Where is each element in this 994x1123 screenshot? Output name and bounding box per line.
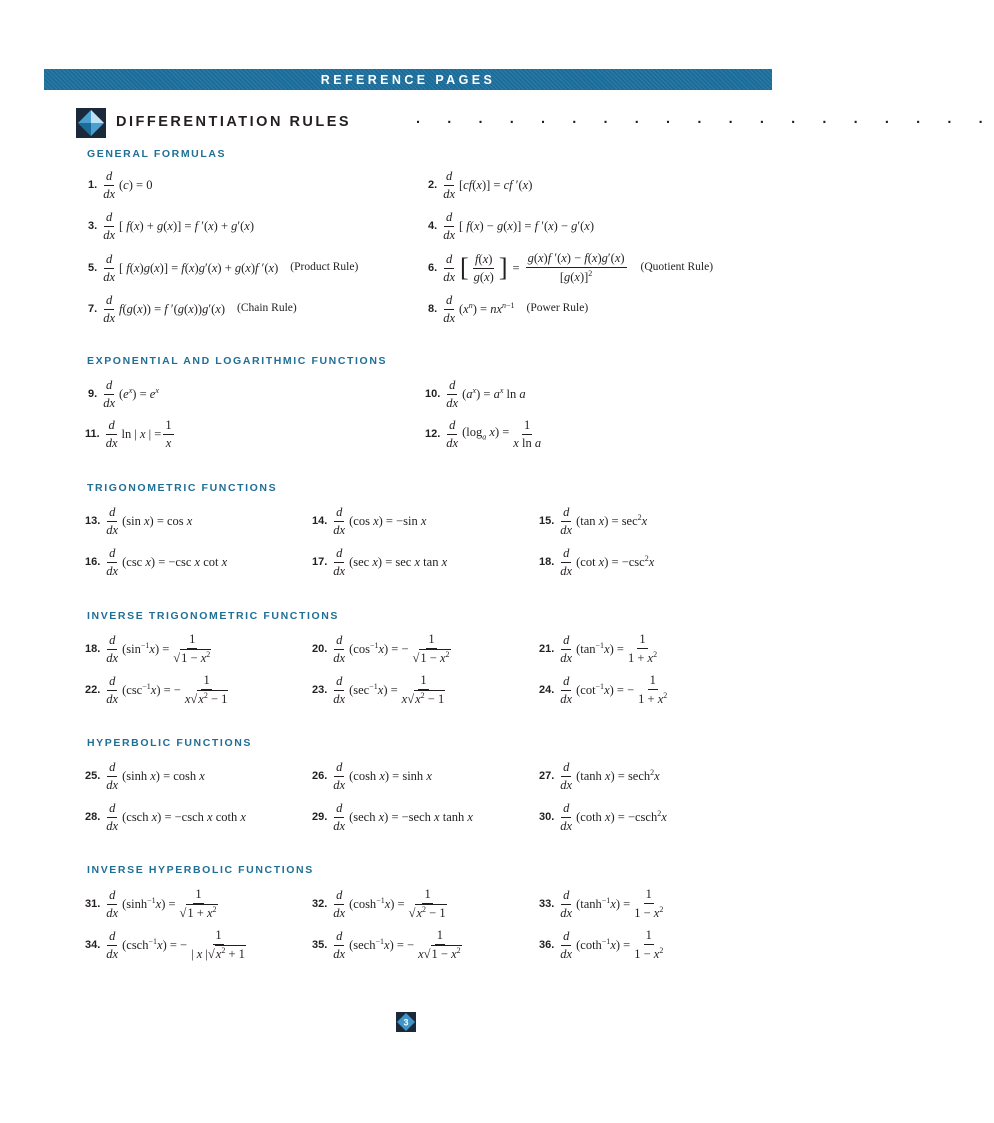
formula-number: 11. <box>85 427 100 440</box>
formula-21: 21. d dx $(\tan^{-1}x)$ = $\frac{1}{1 + x^2}$ <box>539 632 658 666</box>
section-title-general: GENERAL FORMULAS <box>87 148 227 160</box>
formula-8: 8. d dx $(x^n) = nx^{n-1}$ (Power Rule) <box>428 293 589 325</box>
formula-16: 16. d dx (csc x) = −csc x cot x <box>85 546 228 578</box>
formula-28: 28. d dx (csch x) = −csch x coth x <box>85 801 246 833</box>
formula-4: 4. d dx [ f(x) − g(x)] = f ′(x) − g′(x) <box>428 210 595 242</box>
formula-number: 12. <box>425 427 441 440</box>
page-number-icon <box>396 1012 416 1032</box>
formula-14: 14. d dx (cos x) = −sin x <box>312 505 427 537</box>
formula-26: 26. d dx (cosh x) = sinh x <box>312 760 432 792</box>
formula-number: 31. <box>85 897 101 910</box>
formula-29: 29. d dx (sech x) = −sech x tanh x <box>312 801 473 833</box>
formula-18: 18. d dx (cot $x) = -\csc^2x$ <box>539 546 655 578</box>
formula-number: 26. <box>312 769 328 782</box>
main-heading <box>76 108 994 138</box>
formula-number: 5. <box>88 261 98 274</box>
formula-number: 1. <box>88 178 98 191</box>
formula-22: 22. d dx $(\csc^{-1}x)$ = − $\frac{1}{x√x^2 - 1}$ <box>85 673 228 707</box>
formula-30: 30. d dx (coth x) = −csch$^2$x <box>539 801 667 833</box>
formula-number: 2. <box>428 178 438 191</box>
formula-36: 36. d dx (coth$^{-1}$x) = $\frac{1}{1 - x^2}$ <box>539 928 664 962</box>
reference-pages-banner <box>44 69 772 90</box>
formula-7: 7. d dx f(g(x)) = f ′(g(x))g′(x) (Chain Rule) <box>88 293 297 325</box>
section-title-explog: EXPONENTIAL AND LOGARITHMIC FUNCTIONS <box>87 355 388 367</box>
formula-1: 1. d dx (c) = 0 <box>88 169 153 201</box>
formula-number: 35. <box>312 938 328 951</box>
quotient-rule-label: (Quotient Rule) <box>640 261 714 274</box>
formula-number: 7. <box>88 302 98 315</box>
formula-12: 12. d dx ($\log_a$ x) = $\frac{1}{\text{x ln a}}$ <box>425 418 542 450</box>
formula-number: 30. <box>539 810 555 823</box>
formula-number: 32. <box>312 897 328 910</box>
formula-25: 25. d dx (sinh x) = cosh x <box>85 760 205 792</box>
formula-number: 22. <box>85 683 101 696</box>
section-title-invhyp: INVERSE HYPERBOLIC FUNCTIONS <box>87 864 314 876</box>
formula-6: 6. d dx [ f(x) g(x) ] = $\frac{g(x)f '(x) - f(x)g'(x)}{[g(x)]^2}$ (Quotient Rule) <box>428 251 714 285</box>
formula-32: 32. d dx $(\cosh^{-1}x)$ = $\frac{1}{√x^2 - 1}$ <box>312 887 446 921</box>
title-leader-dots: . . . . . . . . . . . . . . . . . . . <box>416 111 994 127</box>
formula-number: 29. <box>312 810 328 823</box>
formula-number: 34. <box>85 938 101 951</box>
main-title: DIFFERENTIATION RULES <box>116 114 352 130</box>
product-rule-label: (Product Rule) <box>290 261 359 274</box>
formula-31: 31. d dx $(\sinh^{-1}x)$ = $\frac{1}{√1 + x^2}$ <box>85 887 217 921</box>
section-title-invtrig: INVERSE TRIGONOMETRIC FUNCTIONS <box>87 610 340 622</box>
formula-34: 34. d dx (csch$^{-1}$x) = − $\frac{1}{| x |√x^2 + 1}$ <box>85 928 245 962</box>
formula-number: 18. <box>85 642 101 655</box>
formula-number: 4. <box>428 219 438 232</box>
formula-number: 17. <box>312 555 328 568</box>
formula-number: 28. <box>85 810 101 823</box>
formula-number: 20. <box>312 642 328 655</box>
formula-number: 27. <box>539 769 555 782</box>
formula-11: 11. d dx ln | x | = $\frac{1}{x}$ <box>85 418 172 450</box>
formula-number: 6. <box>428 261 438 274</box>
formula-number: 24. <box>539 683 555 696</box>
formula-2: 2. d dx [cf(x)] = cf ′(x) <box>428 169 533 201</box>
formula-number: 3. <box>88 219 98 232</box>
formula-3: 3. d dx [ f(x) + g(x)] = f ′(x) + g′(x) <box>88 210 255 242</box>
section-title-hyp: HYPERBOLIC FUNCTIONS <box>87 737 253 749</box>
formula-number: 36. <box>539 938 555 951</box>
formula-27: 27. d dx (tanh x) = sech$^2$x <box>539 760 660 792</box>
banner-title: REFERENCE PAGES <box>320 72 496 87</box>
formula-33: 33. d dx $(\tanh^{-1}x)$ = $\frac{1}{1 - x^2}$ <box>539 887 664 921</box>
page-number: 3 <box>403 1017 409 1028</box>
formula-13: 13. d dx (sin x) = cos x <box>85 505 193 537</box>
formula-23: 23. d dx $(\sec^{-1}x)$ = $\frac{1}{x√x^2 - 1}$ <box>312 673 445 707</box>
formula-24: 24. d dx $(\cot^{-1}x)$ = − $\frac{1}{1 + x^2}$ <box>539 673 668 707</box>
formula-17: 17. d dx (sec x) = sec x tan x <box>312 546 448 578</box>
formula-number: 10. <box>425 387 441 400</box>
formula-number: 21. <box>539 642 555 655</box>
diamond-icon <box>76 108 106 138</box>
formula-number: 9. <box>88 387 98 400</box>
formula-number: 23. <box>312 683 328 696</box>
formula-15: 15. d dx (tan $x) = \sec^2x$ <box>539 505 648 537</box>
formula-18b: 18. d dx $(\sin^{-1}x)$ = $\frac{1}{√1 - x^2}$ <box>85 632 211 666</box>
formula-number: 18. <box>539 555 555 568</box>
formula-9: 9. d dx $(e^x) = e^x$ <box>88 378 159 410</box>
chain-rule-label: (Chain Rule) <box>236 302 297 315</box>
formula-number: 33. <box>539 897 555 910</box>
power-rule-label: (Power Rule) <box>526 302 589 315</box>
formula-10: 10. d dx $(a^x) = a^x$ ln a <box>425 378 526 410</box>
formula-number: 8. <box>428 302 438 315</box>
formula-number: 25. <box>85 769 101 782</box>
section-title-trig: TRIGONOMETRIC FUNCTIONS <box>87 482 278 494</box>
formula-35: 35. d dx (sech$^{-1}$x) = − $\frac{1}{x√1 - x^2}$ <box>312 928 461 962</box>
formula-number: 16. <box>85 555 101 568</box>
formula-number: 14. <box>312 514 328 527</box>
formula-number: 13. <box>85 514 101 527</box>
formula-number: 15. <box>539 514 555 527</box>
formula-20: 20. d dx $(\cos^{-1}x)$ = − $\frac{1}{√1 - x^2}$ <box>312 632 450 666</box>
formula-5: 5. d dx [ f(x)g(x)] = f(x)g′(x) + g(x)f ′(x) (Product Rule) <box>88 252 359 284</box>
